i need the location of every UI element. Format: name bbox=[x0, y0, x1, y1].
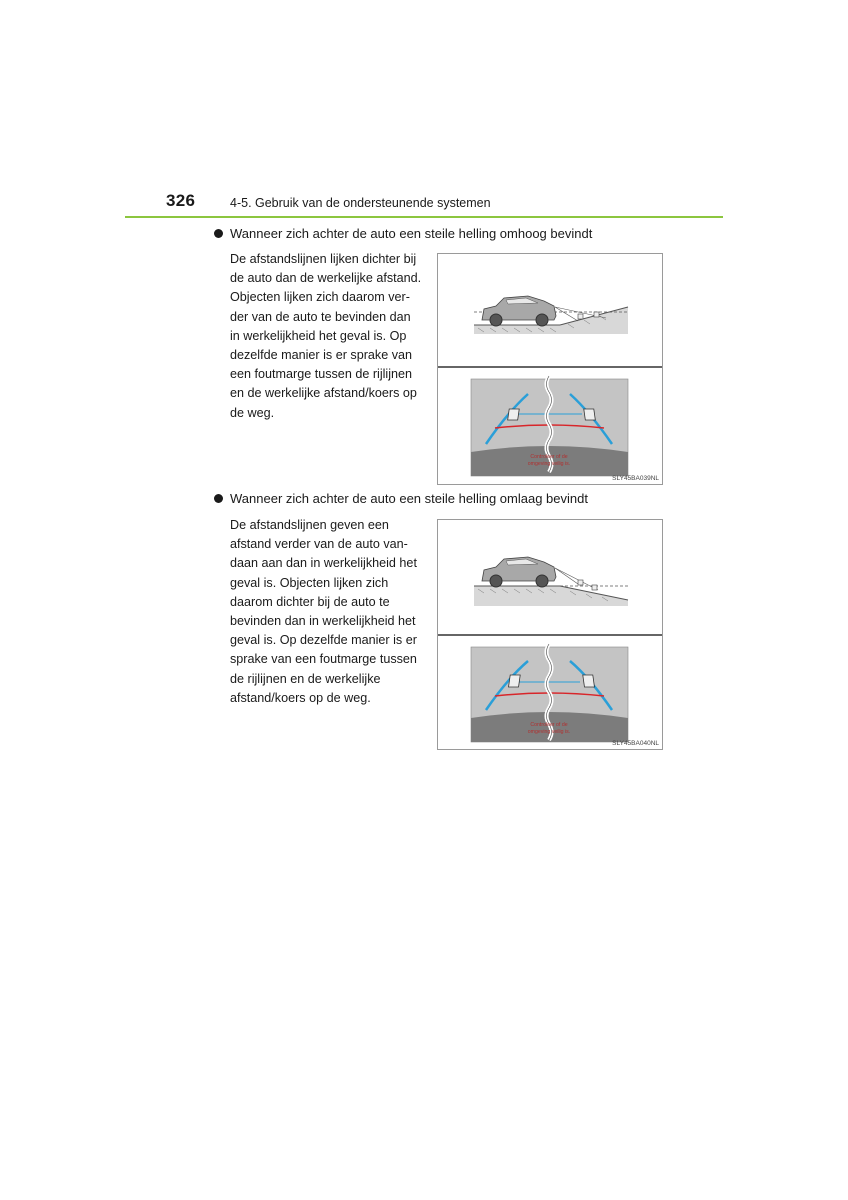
camera-caption-line2: omgeving veilig is. bbox=[527, 461, 571, 467]
paragraph-line: een foutmarge tussen de rijlijnen bbox=[230, 367, 413, 382]
bullet-uphill-text: Wanneer zich achter de auto een steile helling omhoog bevindt bbox=[230, 226, 593, 241]
paragraph-line: afstand verder van de auto van- bbox=[230, 537, 408, 552]
section-title: 4-5. Gebruik van de ondersteunende systemen bbox=[230, 196, 491, 210]
paragraph-line: en de werkelijke afstand/koers op bbox=[230, 386, 417, 401]
paragraph-line: bevinden dan in werkelijkheid het bbox=[230, 614, 416, 629]
bullet-downhill bbox=[214, 491, 588, 506]
camera-caption-line1: Controleer of de bbox=[530, 722, 568, 728]
bullet-uphill bbox=[214, 226, 592, 241]
figure-code: SLY45BA039NL bbox=[612, 475, 659, 482]
paragraph-line: De afstandslijnen geven een bbox=[230, 518, 389, 532]
paragraph-downhill bbox=[230, 516, 424, 708]
paragraph-line: afstand/koers op de weg. bbox=[230, 690, 371, 705]
camera-caption-line2: omgeving veilig is. bbox=[527, 729, 571, 735]
side-view-uphill bbox=[474, 296, 628, 334]
figure-code: SLY45BA040NL bbox=[612, 740, 659, 747]
bullet-downhill-text: Wanneer zich achter de auto een steile helling omlaag bevindt bbox=[230, 491, 588, 506]
paragraph-line: geval is. Objecten lijken zich bbox=[230, 575, 389, 590]
illustration-downhill bbox=[438, 520, 662, 749]
camera-screen-uphill bbox=[471, 376, 628, 476]
figure-downhill bbox=[437, 519, 663, 750]
paragraph-line: der van de auto te bevinden dan bbox=[230, 309, 411, 324]
paragraph-line: de rijlijnen en de werkelijke bbox=[230, 671, 381, 686]
illustration-uphill bbox=[438, 254, 662, 484]
paragraph-uphill bbox=[230, 250, 424, 423]
camera-caption-line1: Controleer of de bbox=[530, 454, 568, 460]
paragraph-line: geval is. Op dezelfde manier is er bbox=[230, 633, 417, 648]
paragraph-line: Objecten lijken zich daarom ver- bbox=[230, 290, 410, 305]
paragraph-line: de weg. bbox=[230, 405, 275, 420]
header-rule bbox=[125, 216, 723, 218]
paragraph-line: in werkelijkheid het geval is. Op bbox=[230, 328, 407, 343]
paragraph-line: daarom dichter bij de auto te bbox=[230, 594, 390, 609]
paragraph-line: dezelfde manier is er sprake van bbox=[230, 348, 413, 363]
camera-screen-downhill bbox=[471, 644, 628, 742]
paragraph-line: daan aan dan in werkelijkheid het bbox=[230, 556, 417, 571]
figure-uphill bbox=[437, 253, 663, 485]
paragraph-line: sprake van een foutmarge tussen bbox=[230, 652, 417, 667]
car-icon bbox=[482, 557, 556, 587]
bullet-dot-icon bbox=[214, 229, 223, 238]
bullet-dot-icon bbox=[214, 494, 223, 503]
side-view-downhill bbox=[474, 557, 628, 606]
paragraph-line: de auto dan de werkelijke afstand. bbox=[230, 271, 422, 286]
car-icon bbox=[482, 296, 556, 326]
paragraph-line: De afstandslijnen lijken dichter bij bbox=[230, 252, 417, 266]
page-number: 326 bbox=[166, 191, 196, 210]
